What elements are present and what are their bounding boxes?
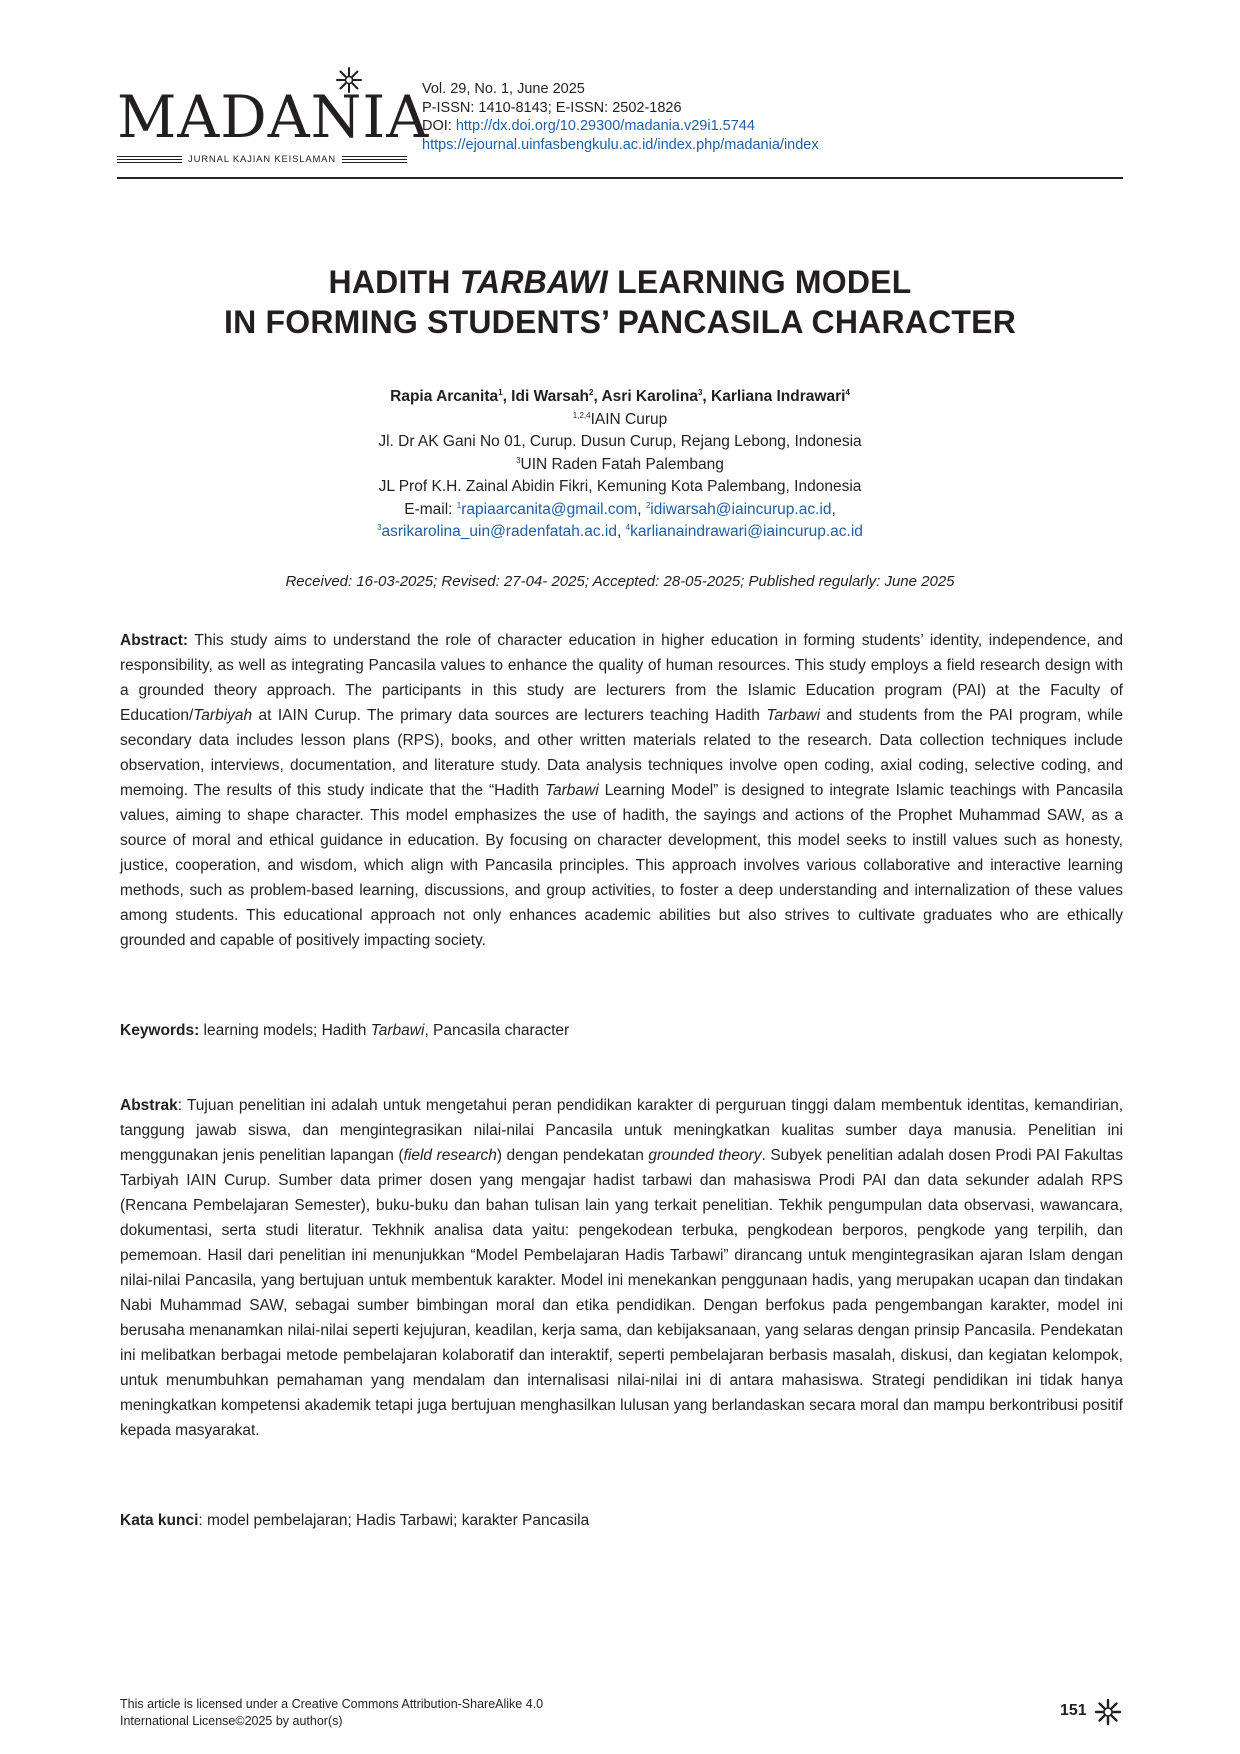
license-footer [120,1696,543,1730]
email-link[interactable]: idiwarsah@iaincurup.ac.id [650,500,832,518]
affiliation-1 [117,409,1123,432]
author-name: , Asri Karolina [593,388,698,405]
email-line-2 [117,521,1123,544]
author-sup: 2 [588,387,594,397]
email-sup: 4 [625,522,631,532]
email-separator: , [637,500,646,518]
abstrak-text: . Subyek penelitian adalah dosen Prodi PAI Fakultas Tarbiyah IAIN Curup. Sumber data primer dosen yang mengajar hadist tarbawi dan mahasiswa Prodi PAI dan data sekunder adalah RPS (Rencana Pembelajaran Semester), buku-buku dan bahan tulisan lain yang terkait penelitian. Tekhik pengumpulan data observasi, wawancara, dokumentasi, serta studi literatur. Tekhnik analisa data yaitu: pengekodean terbuka, pengkodean berporos, pengkode yang terpilih, dan pememoan. Hasil dari penelitian ini menunjukkan “Model Pembelajaran Hadis Tarbawi” dirancang untuk mengintegrasikan ajaran Islam dengan nilai-nilai Pancasila, yang bertujuan untuk membentuk karakter. Model ini menekankan penggunaan hadis, yang merupakan ucapan dan tindakan Nabi Muhammad SAW, sebagai sumber bimbingan moral dan etika pendidikan. Dengan berfokus pada pengembangan karakter, model ini berusaha menanamkan nilai-nilai seperti kejujuran, keadilan, kerja sama, dan kebijaksanaan, yang selaras dengan prinsip Pancasila. Pendekatan ini melibatkan berbagai metode pembelajaran kolaboratif dan interaktif, seperti pembelajaran berbasis masalah, diskusi, dan kegiatan kelompok, untuk menumbuhkan pemahaman yang mendalam dan internalisasi nilai-nilai ini di antara mahasiswa. Strategi pendidikan ini tidak hanya meningkatkan kompetensi akademik tetapi juga bertujuan menghasilkan lulusan yang berlandaskan secara moral dan mampu berkontribusi positif kepada masyarakat. [120,1147,1123,1439]
keywords-english [120,1018,1123,1043]
kata-kunci-text: : model pembelajaran; Hadis Tarbawi; karakter Pancasila [198,1512,590,1529]
logo-subtitle-row [117,152,407,166]
logo-subtitle: JURNAL KAJIAN KEISLAMAN [188,153,336,165]
title-part: LEARNING MODEL [608,264,912,300]
keywords-text: learning models; Hadith [199,1022,371,1039]
abstract-text: Learning Model” is designed to integrate Islamic teachings with Pancasila values, aiming to shape character. This model emphasizes the use of hadith, the sayings and actions of the Prophet Muhammad SAW, as a source of moral and ethical guidance in education. By focusing on character development, this model seeks to instill values such as honesty, justice, cooperation, and wisdom, which align with Pancasila principles. This approach involves various collaborative and interactive learning methods, such as problem-based learning, discussions, and group activities, to foster a deep understanding and internalization of these values among students. This educational approach not only enhances academic abilities but also strives to cultivate graduates who are ethically grounded and capable of positively impacting society. [120,782,1123,949]
journal-logo [117,60,430,170]
title-line-2: IN FORMING STUDENTS’ PANCASILA CHARACTER [224,304,1016,340]
affiliation-1-address: Jl. Dr AK Gani No 01, Curup. Dusun Curup, Rejang Lebong, Indonesia [378,433,862,450]
email-separator: , [831,500,836,518]
author-name: , Idi Warsah [502,388,589,405]
author-name: , Karliana Indrawari [702,388,846,405]
logo-right-lines [342,156,407,163]
keywords-italic: Tarbawi [370,1022,425,1039]
keywords-label: Keywords: [120,1022,200,1039]
abstrak-text: ) dengan pendekatan [496,1147,649,1164]
abstract-italic: Tarbawi [766,707,821,724]
affiliation-name: IAIN Curup [590,410,668,428]
email-sup: 3 [377,522,382,532]
affiliation-2 [117,454,1123,477]
journal-metadata [422,80,819,154]
email-link[interactable]: karlianaindrawari@iaincurup.ac.id [630,523,863,540]
affiliation-sup: 1,2,4 [572,410,591,420]
email-sup: 2 [645,500,651,510]
abstrak-label: Abstrak [120,1097,178,1114]
abstract-italic: Tarbiyah [193,707,253,724]
author-sup: 1 [498,387,503,397]
affiliation-name: UIN Raden Fatah Palembang [520,455,724,473]
doi-label: DOI: [422,118,456,134]
keywords-indonesian [120,1508,1123,1533]
kata-kunci-label: Kata kunci [120,1512,199,1529]
header-rule [117,177,1123,179]
email-separator: , [616,523,626,540]
title-italic: TARBAWI [459,264,609,300]
abstrak-italic: field research [403,1147,497,1164]
email-link[interactable]: rapiaarcanita@gmail.com [461,500,638,518]
footer-star-icon [1094,1698,1122,1726]
author-sup: 3 [697,387,703,397]
issn-info: P-ISSN: 1410-8143; E-ISSN: 2502-1826 [422,99,682,116]
abstrak-italic: grounded theory [648,1147,762,1164]
submission-dates: Received: 16-03-2025; Revised: 27-04- 2025; Accepted: 28-05-2025; Published regularly: June 2025 [285,573,955,590]
abstract-text: This study aims to understand the role of character education in higher education in forming students’ identity, independence, and responsibility, as well as integrating Pancasila values to enhance the quality of human resources. This study employs a field research design with a grounded theory approach. The participants in this study are lecturers from the Islamic Education program (PAI) at the Faculty of Education/ [120,632,1123,724]
logo-star-icon [335,66,363,94]
title-line-1 [117,262,1123,302]
email-sup: 1 [456,500,462,510]
abstract-label: Abstract: [120,632,189,649]
abstract-italic: Tarbawi [544,782,599,799]
logo-left-lines [117,156,182,163]
doi-link[interactable]: http://dx.doi.org/10.29300/madania.v29i1.5744 [455,118,755,134]
title-part: HADITH [328,264,460,300]
logo-wordmark: MADANIA [117,83,430,151]
abstract-text: at IAIN Curup. The primary data sources are lecturers teaching Hadith [252,707,767,724]
abstract-text: and students from the PAI program, while secondary data includes lesson plans (RPS), books, and other written materials related to the research. Data collection techniques include observation, interviews, documentation, and literature study. Data analysis techniques involve open coding, axial coding, selective coding, and memoing. The results of this study indicate that the “Hadith [120,707,1124,799]
email-link[interactable]: asrikarolina_uin@radenfatah.ac.id [381,523,617,540]
affiliation-2-address: JL Prof K.H. Zainal Abidin Fikri, Kemuning Kota Palembang, Indonesia [378,478,862,495]
abstract-english [120,628,1123,953]
license-line-1: This article is licensed under a Creative Commons Attribution-ShareAlike 4.0 [120,1697,544,1711]
license-line-2: International License©2025 by author(s) [120,1714,343,1728]
article-title [117,262,1123,342]
email-label: E-mail: [404,500,457,518]
email-line-1 [117,499,1123,522]
abstrak-text: : Tujuan penelitian ini adalah untuk mengetahui peran pendidikan karakter di perguruan tinggi dalam membentuk identitas, kemandirian, tanggung jawab siswa, dan mengintegrasikan nilai-nilai Pancasila untuk meningkatkan kualitas sumber daya manusia. Penelitian ini menggunakan jenis penelitian lapangan ( [120,1097,1123,1164]
affiliation-sup: 3 [516,455,521,465]
author-block [117,386,1123,544]
doi-info [422,117,819,136]
abstract-indonesian [120,1093,1123,1443]
author-names [117,386,1123,409]
author-name: Rapia Arcanita [390,388,499,405]
author-sup: 4 [845,387,850,397]
journal-url-link[interactable]: https://ejournal.uinfasbengkulu.ac.id/index.php/madania/index [422,136,819,153]
page-number: 151 [1060,1702,1087,1719]
volume-info: Vol. 29, No. 1, June 2025 [422,81,585,97]
keywords-text: , Pancasila character [424,1022,570,1039]
